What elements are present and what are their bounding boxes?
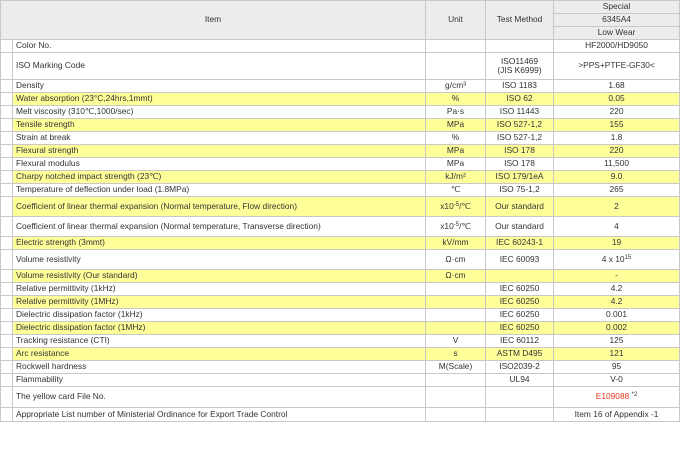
yellow-card-link[interactable]: E109088 — [595, 391, 630, 402]
row-item: Coefficient of linear thermal expansion (Normal temperature, Flow direction) — [13, 197, 426, 217]
row-indicator — [1, 237, 13, 250]
row-indicator — [1, 348, 13, 361]
row-item: Volume resistivity — [13, 250, 426, 270]
row-unit: ℃ — [426, 184, 486, 197]
row-indicator — [1, 171, 13, 184]
table-row — [1, 132, 680, 145]
row-value: 0.05 — [554, 93, 680, 106]
table-row — [1, 40, 680, 53]
row-indicator — [1, 283, 13, 296]
row-value: >PPS+PTFE-GF30< — [554, 53, 680, 80]
row-unit: Ω·cm — [426, 250, 486, 270]
row-method: ISO 179/1eA — [486, 171, 554, 184]
header-grade-line3: Low Wear — [554, 27, 680, 40]
table-row — [1, 158, 680, 171]
row-item: Dielectric dissipation factor (1kHz) — [13, 309, 426, 322]
table-row — [1, 145, 680, 158]
row-unit — [426, 283, 486, 296]
row-indicator — [1, 296, 13, 309]
row-item: Charpy notched impact strength (23℃) — [13, 171, 426, 184]
row-indicator — [1, 80, 13, 93]
row-unit — [426, 408, 486, 422]
row-value: 2 — [554, 197, 680, 217]
row-item: Arc resistance — [13, 348, 426, 361]
unit-base: x10 — [440, 220, 454, 231]
table-row — [1, 53, 680, 80]
row-unit: kV/mm — [426, 237, 486, 250]
row-indicator — [1, 132, 13, 145]
row-method — [486, 387, 554, 408]
row-item: Tensile strength — [13, 119, 426, 132]
row-unit: % — [426, 132, 486, 145]
table-row — [1, 309, 680, 322]
row-value: 121 — [554, 348, 680, 361]
row-item: Flexural modulus — [13, 158, 426, 171]
row-item: Flexural strength — [13, 145, 426, 158]
row-indicator — [1, 374, 13, 387]
unit-tail: /℃ — [459, 200, 471, 211]
table-row — [1, 250, 680, 270]
row-item: Rockwell hardness — [13, 361, 426, 374]
header-grade-line2: 6345A4 — [554, 14, 680, 27]
row-indicator — [1, 335, 13, 348]
table-row — [1, 93, 680, 106]
table-row — [1, 270, 680, 283]
row-value: Item 16 of Appendix -1 — [554, 408, 680, 422]
row-unit — [426, 322, 486, 335]
header-unit: Unit — [426, 1, 486, 40]
row-value: 4 — [554, 217, 680, 237]
unit-base: x10 — [440, 200, 454, 211]
row-indicator — [1, 106, 13, 119]
row-method: UL94 — [486, 374, 554, 387]
value-exponent: 15 — [624, 254, 632, 261]
row-item: Water absorption (23°C,24hrs,1mmt) — [13, 93, 426, 106]
table-row — [1, 283, 680, 296]
table-row — [1, 361, 680, 374]
row-unit — [426, 309, 486, 322]
row-method: ISO 178 — [486, 158, 554, 171]
row-method: ISO 527-1,2 — [486, 119, 554, 132]
row-method: IEC 60250 — [486, 322, 554, 335]
row-value: 11,500 — [554, 158, 680, 171]
row-indicator — [1, 119, 13, 132]
row-indicator — [1, 361, 13, 374]
row-value: 125 — [554, 335, 680, 348]
row-method: Our standard — [486, 197, 554, 217]
row-value: 0.002 — [554, 322, 680, 335]
row-item: Relative permittivity (1MHz) — [13, 296, 426, 309]
row-value: 220 — [554, 106, 680, 119]
row-value — [554, 387, 680, 408]
value-base: 4 x 10 — [601, 253, 625, 264]
row-item: Tracking resistance (CTI) — [13, 335, 426, 348]
row-item: Color No. — [13, 40, 426, 53]
row-item: Dielectric dissipation factor (1MHz) — [13, 322, 426, 335]
row-indicator — [1, 93, 13, 106]
row-unit: Pa·s — [426, 106, 486, 119]
row-item: Relative permittivity (1kHz) — [13, 283, 426, 296]
row-item: Electric strength (3mmt) — [13, 237, 426, 250]
row-method: IEC 60250 — [486, 283, 554, 296]
row-unit — [426, 53, 486, 80]
row-item: ISO Marking Code — [13, 53, 426, 80]
row-indicator — [1, 408, 13, 422]
row-method — [486, 40, 554, 53]
row-indicator — [1, 184, 13, 197]
row-item: Melt viscosity (310℃,1000/sec) — [13, 106, 426, 119]
row-unit: s — [426, 348, 486, 361]
row-value: 265 — [554, 184, 680, 197]
row-unit: V — [426, 335, 486, 348]
row-method: IEC 60112 — [486, 335, 554, 348]
table-row — [1, 335, 680, 348]
row-method: Our standard — [486, 217, 554, 237]
table-row — [1, 184, 680, 197]
row-value: 95 — [554, 361, 680, 374]
row-method: ISO 178 — [486, 145, 554, 158]
row-method — [486, 408, 554, 422]
row-unit: MPa — [426, 158, 486, 171]
row-method — [486, 270, 554, 283]
table-row — [1, 80, 680, 93]
row-value: HF2000/HD9050 — [554, 40, 680, 53]
row-item: Flammability — [13, 374, 426, 387]
unit-tail: /℃ — [459, 220, 471, 231]
method-line2: (JIS K6999) — [497, 65, 542, 75]
table-row — [1, 387, 680, 408]
row-value: 1.68 — [554, 80, 680, 93]
row-indicator — [1, 145, 13, 158]
row-method: ISO 11443 — [486, 106, 554, 119]
row-indicator — [1, 53, 13, 80]
row-method: ISO 527-1,2 — [486, 132, 554, 145]
row-item: The yellow card File No. — [13, 387, 426, 408]
row-unit: % — [426, 93, 486, 106]
row-value: 9.0 — [554, 171, 680, 184]
row-method: IEC 60250 — [486, 309, 554, 322]
row-indicator — [1, 158, 13, 171]
header-test-method: Test Method — [486, 1, 554, 40]
row-item: Strain at break — [13, 132, 426, 145]
row-unit: Ω·cm — [426, 270, 486, 283]
header-grade-line1: Special — [554, 1, 680, 14]
row-value: 1.8 — [554, 132, 680, 145]
unit-exponent: -5 — [453, 201, 460, 208]
row-indicator — [1, 217, 13, 237]
table-row — [1, 119, 680, 132]
footnote-marker: *2 — [631, 392, 638, 399]
row-item: Volume resistivity (Our standard) — [13, 270, 426, 283]
row-item: Temperature of deflection under load (1.8MPa) — [13, 184, 426, 197]
table-row — [1, 322, 680, 335]
row-indicator — [1, 309, 13, 322]
row-item: Appropriate List number of Ministerial Ordinance for Export Trade Control — [13, 408, 426, 422]
row-value: 155 — [554, 119, 680, 132]
row-unit — [426, 40, 486, 53]
row-value: 220 — [554, 145, 680, 158]
row-item: Coefficient of linear thermal expansion (Normal temperature, Transverse direction) — [13, 217, 426, 237]
row-unit: kJ/m² — [426, 171, 486, 184]
row-method: ISO 75-1,2 — [486, 184, 554, 197]
row-unit — [426, 387, 486, 408]
row-unit: MPa — [426, 119, 486, 132]
row-value: 0.001 — [554, 309, 680, 322]
row-unit — [426, 217, 486, 237]
header-item: Item — [1, 1, 426, 40]
table-row — [1, 171, 680, 184]
row-method — [486, 53, 554, 80]
row-value: - — [554, 270, 680, 283]
table-row — [1, 348, 680, 361]
table-row — [1, 296, 680, 309]
method-line1: ISO11469 — [500, 56, 539, 67]
row-unit — [426, 374, 486, 387]
row-method: ISO 1183 — [486, 80, 554, 93]
table-row — [1, 237, 680, 250]
row-method: IEC 60243-1 — [486, 237, 554, 250]
table-row — [1, 374, 680, 387]
row-method: IEC 60093 — [486, 250, 554, 270]
row-unit: g/cm³ — [426, 80, 486, 93]
row-value: V-0 — [554, 374, 680, 387]
row-unit — [426, 296, 486, 309]
row-unit — [426, 197, 486, 217]
table-row — [1, 197, 680, 217]
row-method: ISO2039-2 — [486, 361, 554, 374]
row-method: IEC 60250 — [486, 296, 554, 309]
row-value: 4.2 — [554, 296, 680, 309]
row-method: ISO 62 — [486, 93, 554, 106]
row-value: 19 — [554, 237, 680, 250]
row-method: ASTM D495 — [486, 348, 554, 361]
row-value: 4.2 — [554, 283, 680, 296]
row-indicator — [1, 270, 13, 283]
row-unit: M(Scale) — [426, 361, 486, 374]
row-indicator — [1, 387, 13, 408]
row-unit: MPa — [426, 145, 486, 158]
row-item: Density — [13, 80, 426, 93]
table-row — [1, 106, 680, 119]
row-indicator — [1, 322, 13, 335]
row-indicator — [1, 197, 13, 217]
unit-exponent: -5 — [453, 221, 460, 228]
table-row — [1, 408, 680, 422]
row-indicator — [1, 250, 13, 270]
row-value — [554, 250, 680, 270]
row-indicator — [1, 40, 13, 53]
table-row — [1, 217, 680, 237]
